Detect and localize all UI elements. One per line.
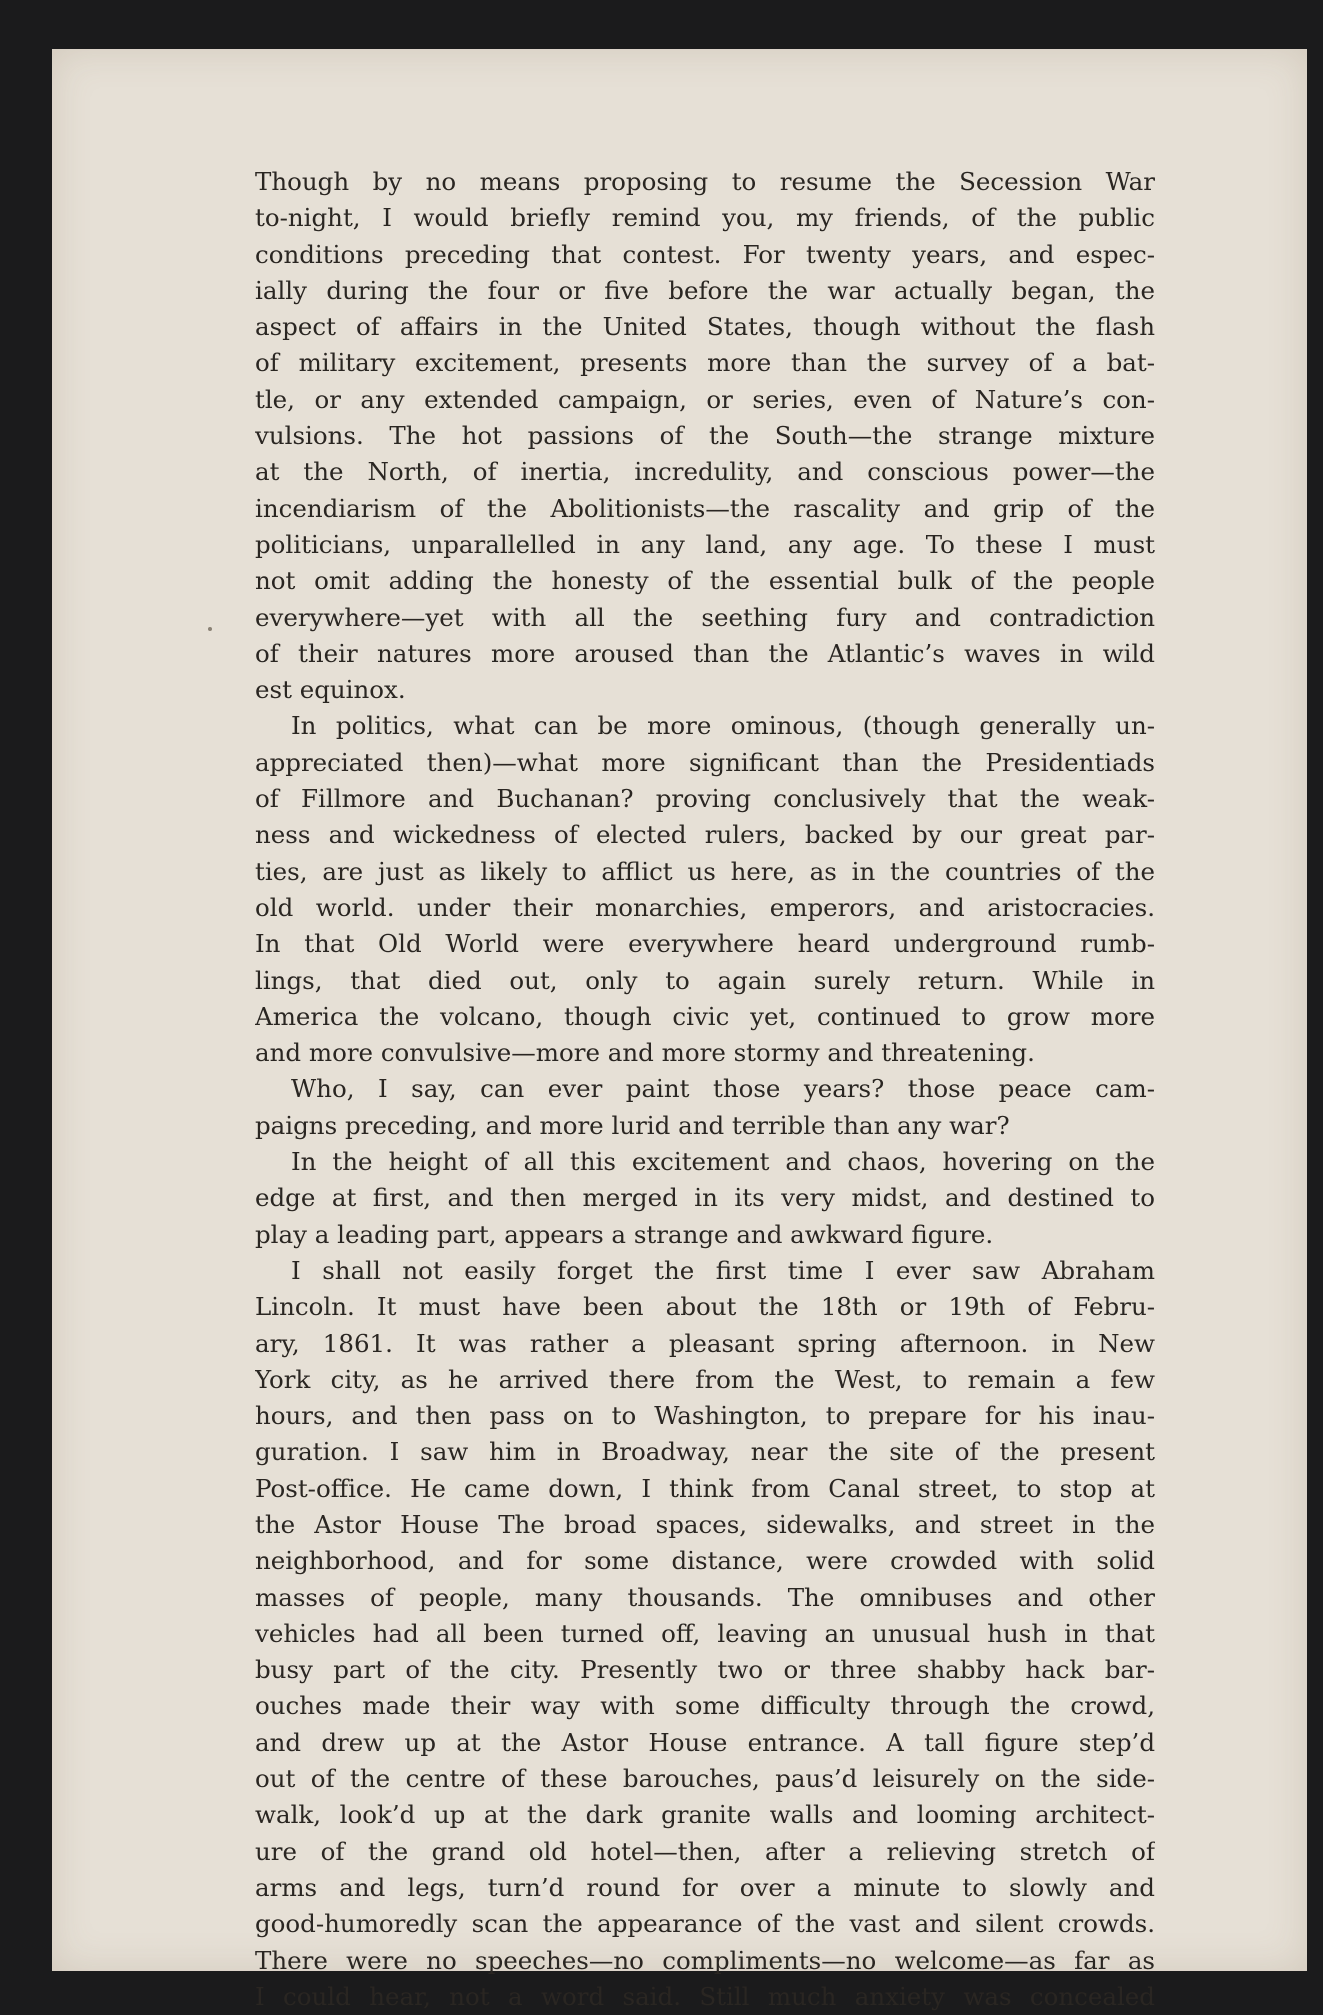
paragraph-height	[255, 1144, 1155, 1253]
text-line: paigns preceding, and more lurid and terrible than any war?	[255, 1110, 1010, 1140]
text-line: conditions preceding that contest. For twenty years, and espec-	[255, 239, 1155, 269]
text-line: walk, look’d up at the dark granite walls and looming architect-	[255, 1800, 1155, 1830]
text-line: Lincoln. It must have been about the 18th or 19th of Febru-	[255, 1292, 1155, 1322]
text-line: ness and wickedness of elected rulers, backed by our great par-	[255, 820, 1155, 850]
text-line: est equinox.	[255, 675, 406, 705]
text-line: Who, I say, can ever paint those years? those peace cam-	[291, 1074, 1155, 1104]
text-line: I shall not easily forget the first time I ever saw Abraham	[291, 1255, 1155, 1285]
text-line: appreciated then)—what more significant than the Presidentiads	[255, 747, 1155, 777]
text-line: Though by no means proposing to resume the Secession War	[255, 167, 1155, 196]
text-line: neighborhood, and for some distance, were crowded with solid	[255, 1546, 1155, 1576]
text-line: good-humoredly scan the appearance of the vast and silent crowds.	[255, 1909, 1155, 1939]
text-line: arms and legs, turn’d round for over a minute to slowly and	[255, 1872, 1155, 1902]
text-line: guration. I saw him in Broadway, near the site of the present	[255, 1437, 1155, 1467]
text-line: at the North, of inertia, incredulity, and conscious power—the	[255, 457, 1155, 487]
text-line: ary, 1861. It was rather a pleasant spring afternoon. in New	[255, 1328, 1155, 1358]
body-text	[255, 164, 1155, 2015]
text-line: not omit adding the honesty of the essential bulk of the people	[255, 566, 1155, 596]
text-line: busy part of the city. Presently two or three shabby hack bar-	[255, 1655, 1155, 1685]
text-line: In that Old World were everywhere heard underground rumb-	[255, 929, 1155, 959]
text-line: the Astor House The broad spaces, sidewalks, and street in the	[255, 1509, 1155, 1539]
text-line: Post-office. He came down, I think from Canal street, to stop at	[255, 1473, 1155, 1503]
text-line: In the height of all this excitement and chaos, hovering on the	[291, 1147, 1155, 1177]
text-line: ties, are just as likely to afflict us here, as in the countries of the	[255, 856, 1155, 886]
text-line: hours, and then pass on to Washington, to prepare for his inau-	[255, 1401, 1155, 1431]
text-line: vehicles had all been turned off, leaving an unusual hush in that	[255, 1618, 1155, 1648]
text-line: politicians, unparallelled in any land, any age. To these I must	[255, 529, 1155, 559]
text-line: and drew up at the Astor House entrance. A tall figure step’d	[255, 1727, 1155, 1757]
text-line: out of the centre of these barouches, paus’d leisurely on the side-	[255, 1764, 1155, 1794]
paragraph-lincoln	[255, 1253, 1155, 2015]
text-line: In politics, what can be more ominous, (though generally un-	[291, 711, 1155, 741]
paragraph-politics	[255, 708, 1155, 1071]
text-line: play a leading part, appears a strange and awkward figure.	[255, 1219, 994, 1249]
text-line: edge at first, and then merged in its very midst, and destined to	[255, 1183, 1155, 1213]
text-line: incendiarism of the Abolitionists—the rascality and grip of the	[255, 493, 1155, 523]
paragraph-who	[255, 1071, 1155, 1144]
text-line: York city, as he arrived there from the West, to remain a few	[255, 1364, 1155, 1394]
text-line: of Fillmore and Buchanan? proving conclusively that the weak-	[255, 784, 1155, 814]
text-line: I could hear, not a word said. Still much anxiety was concealed	[255, 1981, 1155, 2011]
text-line: ure of the grand old hotel—then, after a relieving stretch of	[255, 1836, 1155, 1866]
text-line: ially during the four or five before the war actually began, the	[255, 275, 1155, 305]
text-line: lings, that died out, only to again surely return. While in	[255, 965, 1155, 995]
text-line: old world. under their monarchies, emperors, and aristocracies.	[255, 892, 1155, 922]
text-line: America the volcano, though civic yet, continued to grow more	[255, 1001, 1155, 1031]
text-line: tle, or any extended campaign, or series, even of Nature’s con-	[255, 384, 1155, 414]
margin-mark	[208, 627, 212, 631]
text-line: to-night, I would briefly remind you, my friends, of the public	[255, 203, 1155, 233]
paragraph-secession	[255, 164, 1155, 708]
text-line: of their natures more aroused than the Atlantic’s waves in wild	[255, 638, 1155, 668]
text-line: everywhere—yet with all the seething fury and contradiction	[255, 602, 1155, 632]
text-line: aspect of affairs in the United States, though without the flash	[255, 312, 1155, 342]
text-line: vulsions. The hot passions of the South—the strange mixture	[255, 421, 1155, 451]
text-line: of military excitement, presents more than the survey of a bat-	[255, 348, 1155, 378]
text-line: There were no speeches—no compliments—no welcome—as far as	[255, 1945, 1155, 1975]
text-line: ouches made their way with some difficulty through the crowd,	[255, 1691, 1155, 1721]
text-line: masses of people, many thousands. The omnibuses and other	[255, 1582, 1155, 1612]
text-line: and more convulsive—more and more stormy and threatening.	[255, 1038, 1035, 1068]
